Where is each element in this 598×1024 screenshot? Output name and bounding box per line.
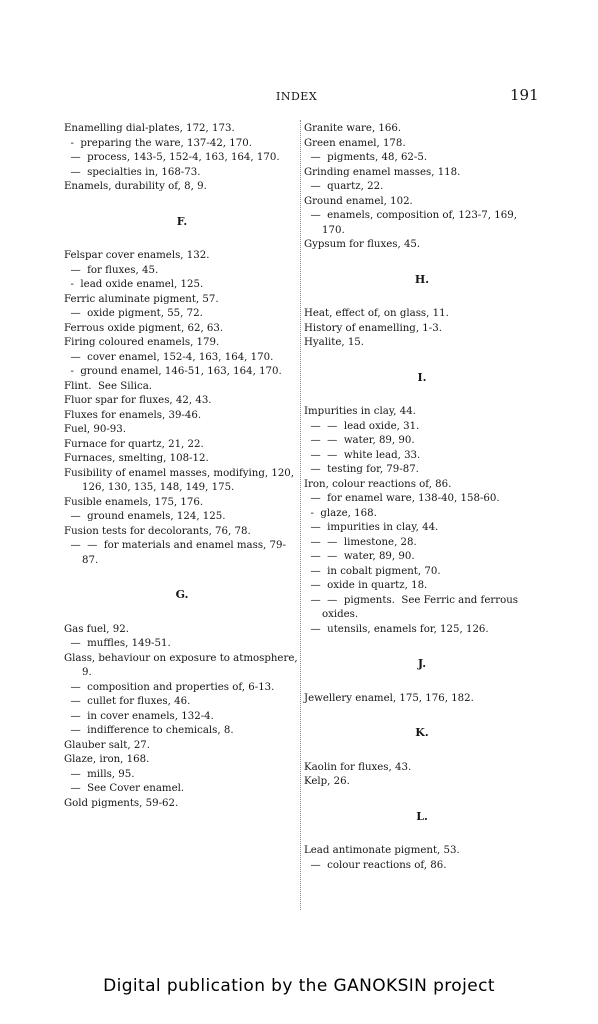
index-entry: — for enamel ware, 138-40, 158-60. (304, 493, 500, 504)
index-entry: - preparing the ware, 137-42, 170. (64, 137, 252, 149)
index-entry: Furnace for quartz, 21, 22. (64, 438, 204, 450)
section-letter-heading: F. (176, 214, 188, 228)
index-entry: — mills, 95. (64, 768, 135, 780)
index-entry: — testing for, 79-87. (304, 464, 419, 475)
index-entry: Ground enamel, 102. (304, 195, 413, 207)
index-entry: — oxide pigment, 55, 72. (64, 308, 203, 319)
index-entry: — composition and properties of, 6-13. (64, 681, 275, 693)
index-entry: Enamels, durability of, 8, 9. (64, 181, 207, 192)
section-letter-heading: K. (415, 726, 429, 739)
index-entry: Fusion tests for decolorants, 76, 78. (64, 525, 251, 537)
index-entry: — — white lead, 33. (304, 449, 421, 461)
index-entry: Grinding enamel masses, 118. (304, 166, 461, 178)
index-entry: — cullet for fluxes, 46. (64, 696, 191, 707)
index-entry: — — water, 89, 90. (304, 551, 415, 562)
index-entry: — in cover enamels, 132-4. (64, 710, 214, 722)
index-entry: — — limestone, 28. (304, 536, 417, 548)
index-entry: Gold pigments, 59-62. (64, 797, 179, 809)
index-entry: — process, 143-5, 152-4, 163, 164, 170. (64, 152, 280, 163)
index-entry: — — for materials and enamel mass, 79-87. (64, 540, 286, 566)
section-letter-heading: I. (417, 370, 427, 384)
index-entry: History of enamelling, 1-3. (304, 322, 442, 334)
page-number: 191 (510, 86, 539, 104)
index-entry: — impurities in clay, 44. (304, 522, 439, 533)
index-entry: Gas fuel, 92. (64, 623, 129, 635)
index-entry: Kelp, 26. (304, 776, 350, 787)
index-entry: - ground enamel, 146-51, 163, 164, 170. (64, 366, 282, 377)
index-entry: Lead antimonate pigment, 53. (304, 845, 460, 856)
index-entry: — utensils, enamels for, 125, 126. (304, 623, 489, 635)
index-entry: Felspar cover enamels, 132. (64, 250, 210, 261)
index-entry: — — water, 89, 90. (304, 435, 415, 446)
index-entry: Firing coloured enamels, 179. (64, 337, 220, 348)
index-entry: Flint. See Silica. (64, 380, 153, 392)
index-entry: - lead oxide enamel, 125. (64, 279, 204, 290)
index-entry: — colour reactions of, 86. (304, 859, 447, 871)
index-entry: — pigments, 48, 62-5. (304, 152, 428, 163)
index-entry: — in cobalt pigment, 70. (304, 565, 441, 577)
index-entry: Jewellery enamel, 175, 176, 182. (304, 692, 474, 704)
index-entry: Fuel, 90-93. (64, 424, 127, 435)
footer-credit: Digital publication by the GANOKSIN project (103, 976, 495, 996)
index-entry: Glaze, iron, 168. (64, 754, 150, 765)
index-entry: — — lead oxide, 31. (304, 420, 420, 432)
index-entry: — indifference to chemicals, 8. (64, 725, 234, 736)
index-entry: Ferric aluminate pigment, 57. (64, 293, 219, 305)
section-letter-heading: G. (175, 588, 189, 601)
section-letter-heading: J. (417, 657, 427, 670)
index-entry: Glass, behaviour on exposure to atmosphere, 9. (64, 652, 301, 678)
index-entry: Green enamel, 178. (304, 137, 406, 149)
index-entry: Enamelling dial-plates, 172, 173. (64, 123, 235, 134)
index-entry: Fluor spar for fluxes, 42, 43. (64, 395, 212, 406)
index-entry: - glaze, 168. (304, 507, 377, 519)
index-column-left (64, 122, 300, 811)
index-entry: — ground enamels, 124, 125. (64, 511, 226, 522)
header-title: INDEX (276, 90, 318, 103)
column-divider (300, 120, 301, 910)
index-entry: Furnaces, smelting, 108-12. (64, 453, 209, 464)
index-entry: — oxide in quartz, 18. (304, 580, 428, 591)
index-entry: — quartz, 22. (304, 181, 384, 192)
index-entry: Iron, colour reactions of, 86. (304, 478, 452, 490)
index-column-right (304, 122, 540, 873)
index-entry: — specialties in, 168-73. (64, 166, 201, 178)
index-entry: — cover enamel, 152-4, 163, 164, 170. (64, 351, 274, 363)
index-entry: Fusible enamels, 175, 176. (64, 496, 204, 508)
index-entry: — muffles, 149-51. (64, 638, 171, 649)
index-entry: Kaolin for fluxes, 43. (304, 761, 412, 773)
index-entry: — See Cover enamel. (64, 783, 185, 794)
index-entry: Hyalite, 15. (304, 337, 365, 348)
index-entry: Fluxes for enamels, 39-46. (64, 409, 202, 421)
index-entry: — — pigments. See Ferric and ferrous oxides. (304, 594, 522, 620)
index-entry: Glauber salt, 27. (64, 739, 151, 751)
index-entry: Impurities in clay, 44. (304, 406, 416, 417)
index-entry: — enamels, composition of, 123-7, 169, 170. (304, 210, 521, 236)
index-entry: Gypsum for fluxes, 45. (304, 239, 421, 250)
section-letter-heading: L. (416, 809, 428, 823)
index-entry: — for fluxes, 45. (64, 264, 159, 276)
index-entry: Fusibility of enamel masses, modifying, 120, 126, 130, 135, 148, 149, 175. (64, 467, 298, 493)
index-entry: Heat, effect of, on glass, 11. (304, 308, 449, 319)
index-entry: Granite ware, 166. (304, 123, 402, 134)
section-letter-heading: H. (414, 272, 430, 286)
index-entry: Ferrous oxide pigment, 62, 63. (64, 322, 224, 334)
